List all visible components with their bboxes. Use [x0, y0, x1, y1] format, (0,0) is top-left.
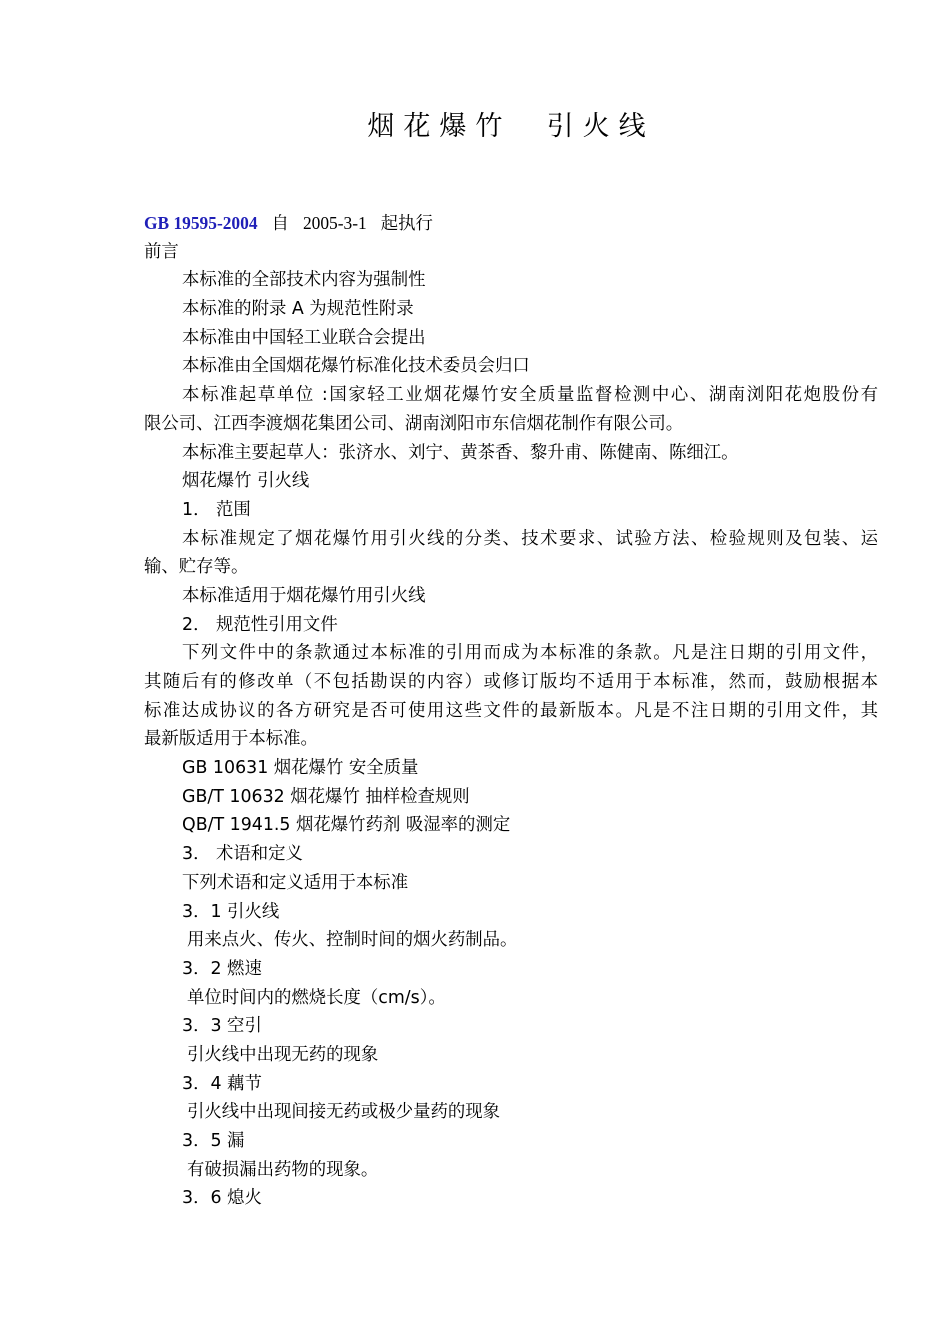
paragraph-continuation: 其随后有的修改单（不包括勘误的内容）或修订版均不适用于本标准，然而，鼓励根据本	[144, 672, 878, 692]
paragraph: 本标准起草单位 :国家轻工业烟花爆竹安全质量监督检测中心、湖南浏阳花炮股份有	[182, 385, 878, 406]
term-heading: 3．4 藕节	[182, 1073, 262, 1094]
effective-date: 2005-3-1	[302, 213, 367, 233]
preface-heading: 前言	[144, 241, 179, 262]
term-heading: 3．2 燃速	[182, 958, 262, 979]
term-heading: 3．5 漏	[182, 1131, 245, 1151]
standard-header-line	[144, 209, 878, 238]
reference-item: GB/T 10632 烟花爆竹 抽样检查规则	[182, 786, 470, 807]
term-heading: 3．3 空引	[182, 1016, 262, 1037]
term-definition: 用来点火、传火、控制时间的烟火药制品。	[187, 930, 518, 951]
term-definition: 有破损漏出药物的现象。	[187, 1159, 379, 1180]
section-title: 烟花爆竹 引火线	[182, 471, 310, 492]
paragraph: 本标准主要起草人：张济水、刘宁、黄茶香、黎升甫、陈健南、陈细江。	[182, 442, 739, 463]
paragraph-continuation: 标准达成协议的各方研究是否可使用这些文件的最新版本。凡是不注日期的引用文件，其	[144, 700, 878, 721]
reference-item: GB 10631 烟花爆竹 安全质量	[182, 758, 419, 779]
paragraph: 下列文件中的条款通过本标准的引用而成为本标准的条款。凡是注日期的引用文件，	[182, 643, 878, 664]
header-effective: 起执行	[380, 214, 433, 234]
reference-item: QB/T 1941.5 烟花爆竹药剂 吸湿率的测定	[182, 815, 511, 836]
paragraph-continuation: 最新版适用于本标准。	[144, 729, 318, 750]
term-definition: 引火线中出现间接无药或极少量药的现象	[187, 1102, 501, 1123]
paragraph-continuation: 限公司、江西李渡烟花集团公司、湖南浏阳市东信烟花制作有限公司。	[144, 413, 684, 434]
term-definition: 引火线中出现无药的现象	[187, 1044, 379, 1065]
term-heading: 3．1 引火线	[182, 901, 280, 922]
paragraph: 本标准的附录 A 为规范性附录	[182, 299, 414, 320]
paragraph: 本标准的全部技术内容为强制性	[182, 270, 426, 291]
paragraph: 本标准由全国烟花爆竹标准化技术委员会归口	[182, 356, 530, 377]
document-title: 烟花爆竹 引火线	[367, 111, 655, 142]
paragraph: 本标准规定了烟花爆竹用引火线的分类、技术要求、试验方法、检验规则及包装、运	[182, 528, 878, 549]
paragraph: 下列术语和定义适用于本标准	[182, 872, 409, 893]
paragraph: 本标准由中国轻工业联合会提出	[182, 327, 426, 348]
term-definition: 单位时间内的燃烧长度（cm/s）。	[187, 987, 446, 1008]
document-body	[144, 209, 878, 1213]
paragraph-continuation: 输、贮存等。	[144, 557, 249, 578]
header-from: 自	[271, 214, 289, 234]
paragraph: 本标准适用于烟花爆竹用引火线	[182, 585, 426, 606]
section-heading: 3． 术语和定义	[182, 844, 303, 865]
standard-code: GB 19595-2004	[144, 213, 258, 233]
section-heading: 2． 规范性引用文件	[182, 614, 338, 635]
term-heading: 3．6 熄火	[182, 1188, 262, 1209]
section-heading: 1． 范围	[182, 499, 251, 520]
